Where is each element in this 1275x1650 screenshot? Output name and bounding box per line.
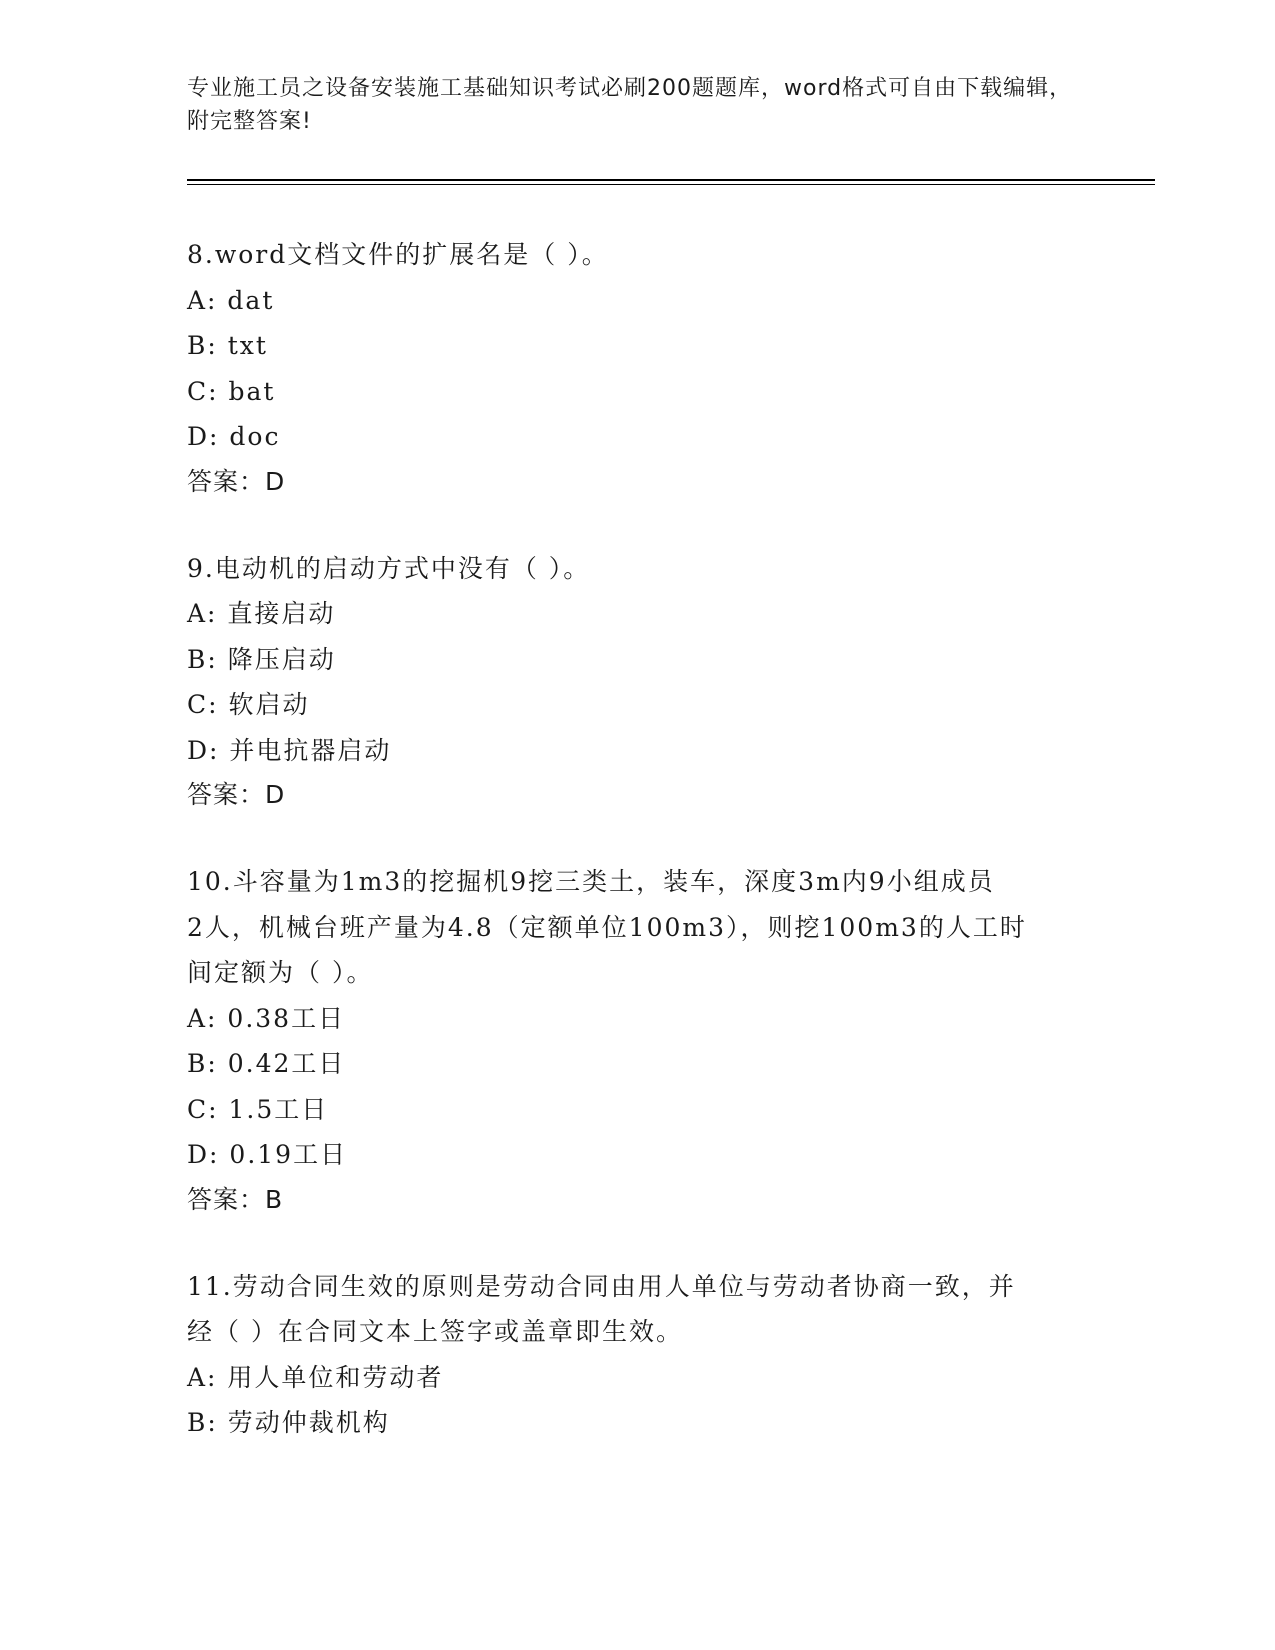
option-c: C: bat xyxy=(187,376,276,406)
question-11 xyxy=(187,1264,1087,1446)
option-b: B: txt xyxy=(187,331,268,360)
header-divider-thin xyxy=(187,184,1155,185)
option-d: D: doc xyxy=(187,422,281,451)
question-stem: 9.电动机的启动方式中没有（ ）。 xyxy=(187,553,591,583)
option-a: A: 直接启动 xyxy=(187,599,336,628)
question-stem-line-1: 11.劳动合同生效的原则是劳动合同由用人单位与劳动者协商一致，并 xyxy=(187,1271,1016,1301)
document-header xyxy=(187,72,1087,138)
answer-label: 答案：B xyxy=(187,1184,284,1214)
question-9 xyxy=(187,546,1087,818)
question-stem-line-2: 经（ ）在合同文本上签字或盖章即生效。 xyxy=(187,1317,683,1346)
question-stem-line-3: 间定额为（ ）。 xyxy=(187,958,374,987)
header-title: 专业施工员之设备安装施工基础知识考试必刷200题题库，word格式可自由下载编辑，附完整答案! xyxy=(187,76,1073,134)
option-c: C: 软启动 xyxy=(187,690,310,719)
question-stem: 8.word文档文件的扩展名是（ ）。 xyxy=(187,240,609,269)
answer-label: 答案：D xyxy=(187,466,286,496)
option-b: B: 降压启动 xyxy=(187,644,336,674)
option-c: C: 1.5工日 xyxy=(187,1094,329,1124)
option-a: A: 用人单位和劳动者 xyxy=(187,1362,444,1392)
question-8 xyxy=(187,232,1087,504)
option-b: B: 劳动仲裁机构 xyxy=(187,1408,390,1437)
option-d: D: 并电抗器启动 xyxy=(187,735,392,765)
option-a: A: 0.38工日 xyxy=(187,1003,346,1033)
question-stem-line-1: 10.斗容量为1m3的挖掘机9挖三类土，装车，深度3m内9小组成员 xyxy=(187,867,995,896)
option-b: B: 0.42工日 xyxy=(187,1049,346,1078)
answer-label: 答案：D xyxy=(187,780,286,809)
option-a: A: dat xyxy=(187,285,275,315)
question-list xyxy=(187,232,1087,1488)
header-divider-thick xyxy=(187,179,1155,181)
question-10 xyxy=(187,859,1087,1222)
option-d: D: 0.19工日 xyxy=(187,1140,348,1169)
question-stem-line-2: 2人，机械台班产量为4.8（定额单位100m3），则挖100m3的人工时 xyxy=(187,912,1027,942)
